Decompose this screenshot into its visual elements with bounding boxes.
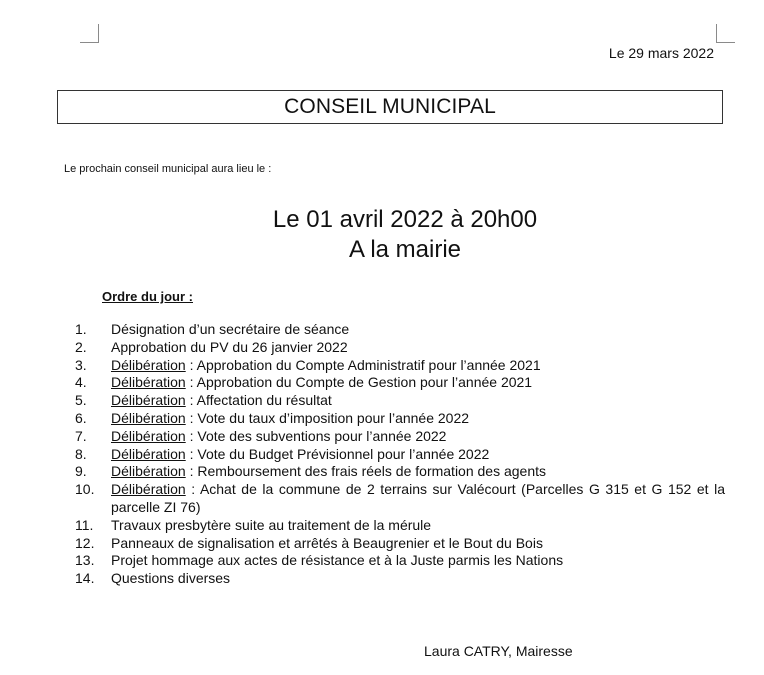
- agenda-item: [75, 446, 725, 464]
- agenda-item-content: [111, 552, 725, 570]
- meeting-datetime: Le 01 avril 2022 à 20h00: [272, 206, 538, 233]
- agenda-list: [75, 321, 725, 588]
- agenda-item: [75, 410, 725, 428]
- agenda-item-separator: :: [185, 374, 197, 391]
- signature: Laura CATRY, Mairesse: [424, 643, 573, 659]
- agenda-item-number: 10.: [75, 481, 95, 498]
- agenda-item-prefix: Délibération: [111, 463, 186, 480]
- agenda-item-text: Approbation du Compte Administratif pour l’année 2021: [196, 356, 541, 373]
- agenda-item: [75, 517, 725, 535]
- agenda-item-text: Panneaux de signalisation et arrêtés à Beaugrenier et le Bout du Bois: [111, 534, 543, 551]
- agenda-item-number: 9.: [75, 463, 87, 480]
- agenda-item-text: Désignation d’un secrétaire de séance: [111, 321, 350, 337]
- agenda-item-prefix: Délibération: [111, 409, 186, 426]
- agenda-item-number: 14.: [75, 570, 95, 587]
- agenda-item-text: Achat de la commune de 2 terrains sur Valécourt (Parcelles G 315 et G 152 et la parcelle ZI 76): [111, 481, 725, 515]
- agenda-item-prefix: Délibération: [111, 481, 186, 498]
- agenda-item-content: [111, 357, 725, 375]
- agenda-item-separator: :: [185, 356, 197, 373]
- agenda-heading: Ordre du jour :: [102, 289, 193, 304]
- agenda-item-separator: :: [185, 392, 197, 409]
- crop-mark-top-left: [80, 24, 99, 43]
- agenda-item-separator: :: [185, 409, 198, 426]
- agenda-item-content: [111, 481, 725, 517]
- agenda-item: [75, 392, 725, 410]
- agenda-item-content: [111, 446, 725, 464]
- agenda-item-prefix: Délibération: [111, 392, 186, 409]
- agenda-item-content: [111, 517, 725, 535]
- agenda-item-prefix: Délibération: [111, 427, 186, 444]
- agenda-item-number: 11.: [75, 516, 94, 533]
- agenda-item: [75, 570, 725, 588]
- meeting-intro: Le prochain conseil municipal aura lieu le :: [64, 163, 272, 175]
- agenda-item: [75, 481, 725, 517]
- agenda-item-separator: :: [185, 481, 200, 498]
- agenda-item-prefix: Délibération: [111, 356, 186, 373]
- agenda-item-number: 13.: [75, 552, 95, 569]
- agenda-item-number: 5.: [75, 392, 87, 409]
- agenda-item-separator: :: [185, 427, 198, 444]
- document-title-box: [57, 90, 723, 124]
- agenda-item: [75, 463, 725, 481]
- crop-mark-top-right: [716, 24, 735, 43]
- agenda-item-text: Approbation du PV du 26 janvier 2022: [111, 338, 348, 355]
- agenda-item-content: [111, 321, 725, 339]
- document-title: CONSEIL MUNICIPAL: [284, 95, 496, 118]
- agenda-item-separator: :: [185, 445, 198, 462]
- agenda-item-content: [111, 535, 725, 553]
- agenda-item: [75, 339, 725, 357]
- agenda-item-content: [111, 428, 725, 446]
- agenda-item-number: 12.: [75, 534, 95, 551]
- agenda-item: [75, 428, 725, 446]
- agenda-item-separator: :: [185, 463, 198, 480]
- agenda-item-text: Projet hommage aux actes de résistance et à la Juste parmis les Nations: [111, 552, 564, 569]
- meeting-place: A la mairie: [348, 236, 462, 263]
- agenda-item-number: 1.: [75, 321, 87, 337]
- agenda-item: [75, 357, 725, 375]
- agenda-item: [75, 374, 725, 392]
- agenda-item-content: [111, 339, 725, 357]
- agenda-item-text: Vote des subventions pour l’année 2022: [197, 427, 447, 444]
- agenda-item-text: Vote du taux d’imposition pour l’année 2022: [197, 409, 470, 426]
- agenda-item: [75, 321, 725, 339]
- agenda-item-number: 3.: [75, 356, 87, 373]
- agenda-item-number: 6.: [75, 409, 87, 426]
- agenda-item-content: [111, 410, 725, 428]
- agenda-item-text: Vote du Budget Prévisionnel pour l’année 2022: [197, 445, 490, 462]
- agenda-item-text: Travaux presbytère suite au traitement de la mérule: [111, 516, 432, 533]
- agenda-item-content: [111, 463, 725, 481]
- agenda-item-content: [111, 392, 725, 410]
- agenda-item-content: [111, 374, 725, 392]
- agenda-item-prefix: Délibération: [111, 374, 186, 391]
- agenda-item-text: Questions diverses: [111, 570, 231, 587]
- agenda-item-number: 2.: [75, 338, 87, 355]
- agenda-item-prefix: Délibération: [111, 445, 186, 462]
- agenda-item-number: 7.: [75, 427, 87, 444]
- agenda-item: [75, 552, 725, 570]
- agenda-item-text: Affectation du résultat: [196, 392, 332, 409]
- agenda-item-text: Remboursement des frais réels de formation des agents: [197, 463, 547, 480]
- agenda-item-number: 8.: [75, 445, 87, 462]
- agenda-item: [75, 535, 725, 553]
- agenda-item-text: Approbation du Compte de Gestion pour l’année 2021: [196, 374, 533, 391]
- agenda-item-number: 4.: [75, 374, 87, 391]
- meeting-details: [170, 205, 640, 265]
- agenda-item-content: [111, 570, 725, 588]
- document-date: Le 29 mars 2022: [608, 45, 714, 61]
